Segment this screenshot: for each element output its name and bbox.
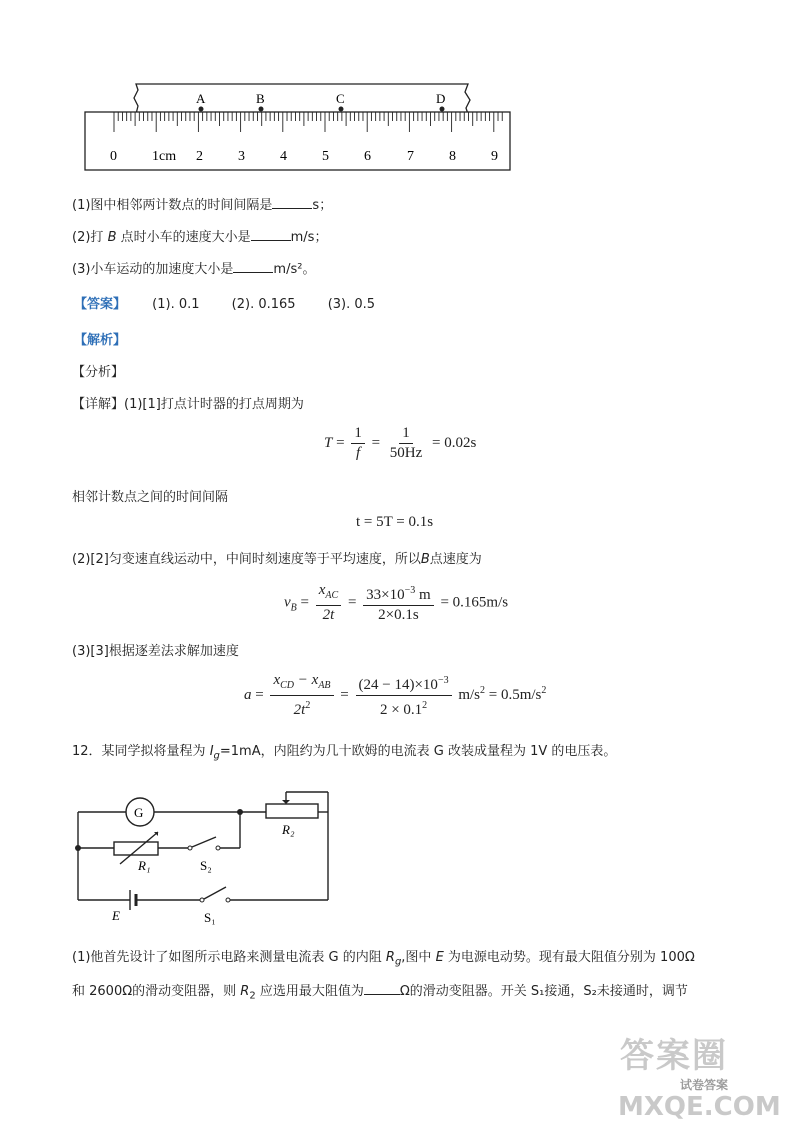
interval-text: 相邻计数点之间的时间间隔 bbox=[72, 490, 229, 505]
q12-p1-r2-sub: 2 bbox=[249, 990, 256, 1002]
question-2-text-mid: 点时小车的速度大小是 bbox=[116, 230, 251, 245]
watermark-bottom: MXQE.COM bbox=[618, 1092, 781, 1122]
eq4-den1: 2t bbox=[293, 702, 306, 718]
answer-1: (1). 0.1 bbox=[152, 297, 200, 312]
equation-interval: t = 5T = 0.1s bbox=[356, 514, 434, 530]
answer-blank-1[interactable] bbox=[272, 198, 312, 209]
eq4-den2: 2 × 0.1 bbox=[379, 702, 423, 718]
eq4-num-sub2: AB bbox=[318, 680, 331, 691]
scale-label-4: 4 bbox=[280, 149, 287, 164]
scale-label-9: 9 bbox=[491, 149, 498, 164]
eq4-num-sub1: CD bbox=[280, 680, 295, 691]
eq4-den2-sup: 2 bbox=[422, 700, 428, 711]
label-e: E bbox=[112, 908, 120, 923]
question-3-text: (3)小车运动的加速度大小是 bbox=[72, 262, 234, 277]
question-2-text: (2)打 bbox=[72, 230, 108, 245]
watermark-top: 答案圈 bbox=[620, 1036, 728, 1076]
scale-label-8: 8 bbox=[449, 149, 456, 164]
point-b-dot bbox=[259, 107, 264, 112]
point-label-a: A bbox=[196, 91, 206, 106]
q12-p1-l2-post: Ω的滑动变阻器。开关 S₁接通，S₂未接通时，调节 bbox=[399, 984, 688, 999]
scale-label-2: 2 bbox=[196, 149, 203, 164]
scale-label-5: 5 bbox=[322, 149, 329, 164]
eq3-num2-unit: m bbox=[419, 587, 431, 603]
eq1-num1: 1 bbox=[351, 425, 365, 444]
answer-blank-3[interactable] bbox=[233, 262, 273, 273]
question-2 bbox=[72, 226, 327, 245]
eq4-den1-sup: 2 bbox=[305, 700, 311, 711]
q12-p1-post: 为电源电动势。现有最大阻值分别为 100Ω bbox=[443, 950, 695, 965]
watermark-wechat: 试卷答案 bbox=[680, 1078, 729, 1092]
eq4-num2-sup: −3 bbox=[437, 675, 449, 686]
part2-var: B bbox=[420, 552, 430, 567]
question-2-unit: m/s； bbox=[290, 230, 328, 245]
part3-text: (3)[3]根据逐差法求解加速度 bbox=[72, 644, 239, 659]
answer-blank-2[interactable] bbox=[251, 230, 291, 241]
question-12 bbox=[72, 740, 616, 762]
detail-tag: 【详解】 bbox=[72, 397, 125, 412]
eq4-num-mid: − x bbox=[294, 672, 319, 688]
question-1-unit: s； bbox=[312, 198, 333, 213]
q12-p1-l2-pre: 和 2600Ω的滑动变阻器，则 bbox=[72, 984, 241, 999]
q12-p1-rg-sub: g bbox=[394, 956, 402, 968]
eq3-rhs: = 0.165m/s bbox=[440, 594, 509, 611]
eq4-num2: (24 − 14)×10 bbox=[358, 677, 438, 693]
question-1 bbox=[72, 194, 332, 213]
equation-velocity: $v_B$ = $\frac{x_{AC}}{2t}$ = $\frac{33\times 10^{-3} m}{2\times 0.1s}$ = 0.165m/s bbox=[284, 582, 509, 623]
circuit-diagram bbox=[70, 790, 340, 930]
point-label-c: C bbox=[336, 91, 345, 106]
label-r1: R₁ bbox=[138, 858, 151, 873]
eq4-unit: m/s bbox=[458, 686, 481, 703]
answer-3: (3). 0.5 bbox=[327, 297, 376, 312]
label-g: G bbox=[134, 805, 144, 820]
eq4-rhs: = 0.5m/s bbox=[488, 686, 542, 703]
q12-text-post: =1mA，内阻约为几十欧姆的电流表 G 改装成量程为 1V 的电压表。 bbox=[219, 744, 617, 759]
part2-text bbox=[72, 548, 482, 567]
answer-blank-q12[interactable] bbox=[364, 984, 400, 995]
eq3-den2: 2×0.1s bbox=[378, 607, 419, 623]
eq3-num1: x bbox=[318, 582, 326, 598]
eq1-den1: f bbox=[355, 445, 361, 461]
eq3-den1: 2t bbox=[322, 607, 335, 623]
q12-p1-mid: ,图中 bbox=[401, 950, 436, 965]
eq3-num2-sup: −3 bbox=[404, 585, 416, 596]
junction-right bbox=[237, 809, 243, 815]
scale-label-1: 1cm bbox=[152, 149, 177, 164]
q12-p1-pre: (1)他首先设计了如图所示电路来测量电流表 G 的内阻 bbox=[72, 950, 386, 965]
scale-label-6: 6 bbox=[364, 149, 371, 164]
part2-text-post: 点速度为 bbox=[429, 552, 482, 567]
point-label-d: D bbox=[436, 91, 446, 106]
q12-part1-line1 bbox=[72, 946, 695, 968]
eq1-rhs: = 0.02s bbox=[432, 434, 477, 451]
eq3-num1-sub: AC bbox=[325, 590, 339, 601]
answer-2: (2). 0.165 bbox=[231, 297, 296, 312]
answer-tag: 【答案】 bbox=[74, 297, 127, 312]
label-r2: R₂ bbox=[282, 822, 295, 837]
question-1-text: (1)图中相邻两计数点的时间间隔是 bbox=[72, 198, 273, 213]
ruler-figure bbox=[80, 78, 520, 174]
r2-resistor bbox=[266, 804, 318, 818]
q12-ig-sub: g bbox=[213, 750, 220, 762]
part2-text-pre: (2)[2]匀变速直线运动中，中间时刻速度等于平均速度，所以 bbox=[72, 552, 421, 567]
q12-p1-l2-mid: 应选用最大阻值为 bbox=[255, 984, 364, 999]
r1-resistor bbox=[114, 842, 158, 855]
eq4-unit-sup: 2 bbox=[480, 684, 486, 696]
detail-text: (1)[1]打点计时器的打点周期为 bbox=[124, 397, 304, 412]
eq1-num2: 1 bbox=[399, 425, 413, 444]
question-3-unit: m/s²。 bbox=[273, 262, 316, 277]
fenxi-tag: 【分析】 bbox=[72, 365, 125, 380]
equation-acceleration: a = $\frac{x_{CD} - x_{AB}}{2t^2}$ = $\frac{(24 - 14)\times 10^{-3}}{2 \times 0.1^2}$ $m/s^2 = 0.5m/s^2$ bbox=[244, 672, 547, 718]
point-a-dot bbox=[199, 107, 204, 112]
q12-p1-e: E bbox=[435, 950, 444, 965]
ruler-body bbox=[85, 112, 510, 170]
q12-text-pre: 12．某同学拟将量程为 bbox=[72, 744, 210, 759]
eq4-rhs-sup: 2 bbox=[541, 684, 547, 696]
q12-p1-r2: R bbox=[240, 984, 250, 999]
paper-tape bbox=[134, 84, 470, 114]
q12-p1-rg: R bbox=[385, 950, 395, 965]
point-label-b: B bbox=[256, 91, 265, 106]
eq4-num-x: x bbox=[273, 672, 281, 688]
eq1-lhs: T bbox=[324, 434, 333, 451]
scale-label-3: 3 bbox=[238, 149, 245, 164]
q12-ig: I bbox=[209, 744, 214, 759]
analysis-tag: 【解析】 bbox=[74, 333, 127, 348]
q12-part1-line2 bbox=[72, 980, 688, 1002]
label-s2: S₂ bbox=[200, 858, 212, 873]
detail-line bbox=[72, 393, 304, 412]
answer-line bbox=[74, 293, 375, 312]
eq1-den2: 50Hz bbox=[389, 445, 423, 461]
question-2-var: B bbox=[107, 230, 117, 245]
point-c-dot bbox=[339, 107, 344, 112]
scale-label-7: 7 bbox=[407, 149, 414, 164]
eq3-num2: 33×10 bbox=[366, 587, 405, 603]
point-d-dot bbox=[440, 107, 445, 112]
label-s1: S₁ bbox=[204, 910, 216, 925]
junction-left bbox=[75, 845, 81, 851]
question-3 bbox=[72, 258, 315, 277]
scale-label-0: 0 bbox=[110, 149, 117, 164]
equation-period: T = $\frac{1}{f}$ = $\frac{1}{50Hz}$ = 0.02s bbox=[324, 425, 477, 461]
